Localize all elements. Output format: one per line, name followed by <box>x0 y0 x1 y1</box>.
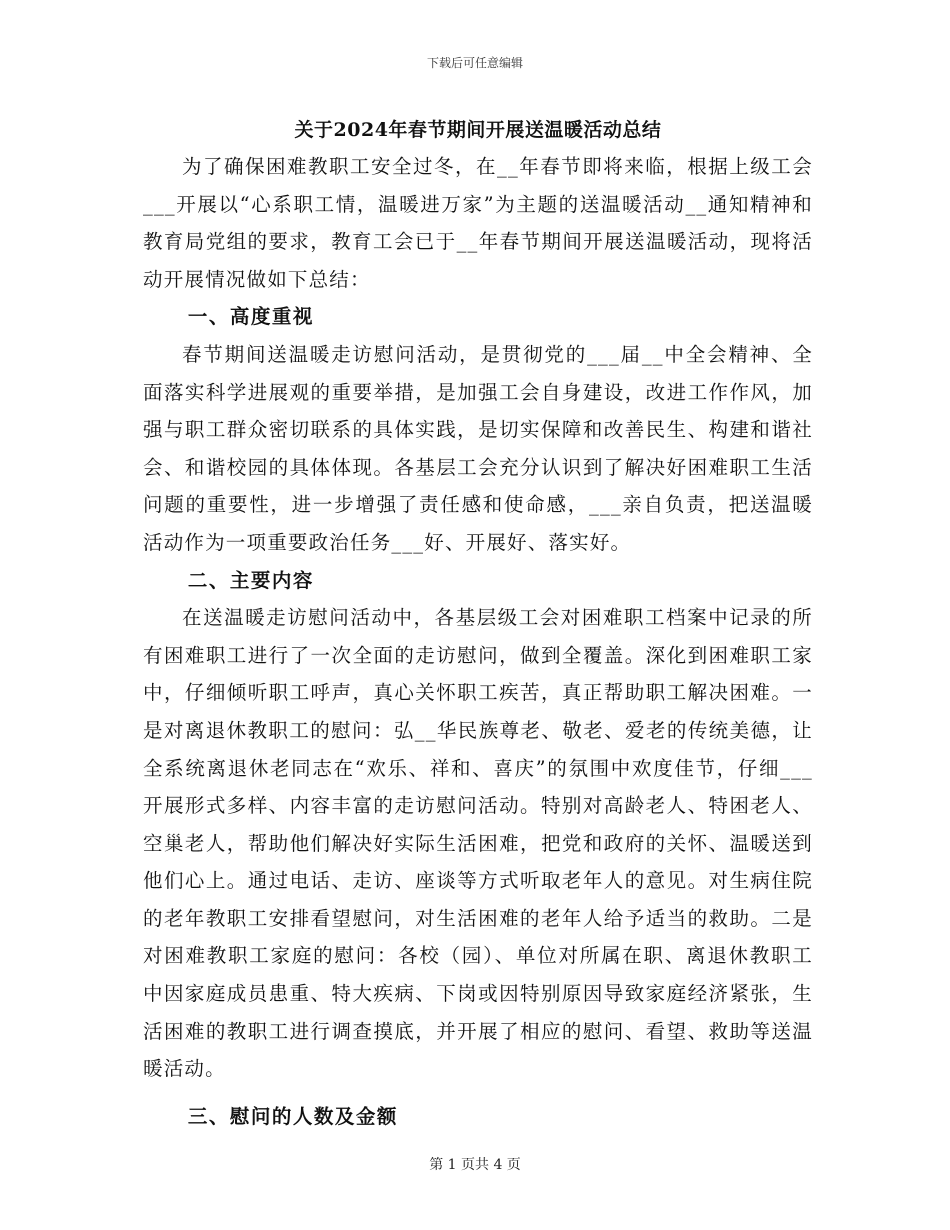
page-number: 第 1 页共 4 页 <box>429 1157 521 1173</box>
section-heading-3: 三、慰问的人数及金额 <box>187 1104 398 1128</box>
intro-paragraph: 为了确保困难教职工安全过冬，在__年春节即将来临，根据上级工会___开展以“心系职工情，温暖进万家”为主题的送温暖活动__通知精神和教育局党组的要求，教育工会已于__年春节期间开展送温暖活动，现将活动开展情况做如下总结： <box>143 155 813 291</box>
document-title: 关于2024年春节期间开展送温暖活动总结 <box>294 119 662 141</box>
document-body <box>143 112 813 1135</box>
section-body-1: 春节期间送温暖走访慰问活动，是贯彻党的___届__中全会精神、全面落实科学进展观的重要举措，是加强工会自身建设，改进工作作风，加强与职工群众密切联系的具体实践，是切实保障和改善民生、构建和谐社会、和谐校园的具体体现。各基层工会充分认识到了解决好困难职工生活问题的重要性，进一步增强了责任感和使命感，___亲自负责，把送温暖活动作为一项重要政治任务___好、开展好、落实好。 <box>143 342 813 554</box>
section-heading-1: 一、高度重视 <box>187 305 314 329</box>
section-body-2: 在送温暖走访慰问活动中，各基层级工会对困难职工档案中记录的所有困难职工进行了一次全面的走访慰问，做到全覆盖。深化到困难职工家中，仔细倾听职工呼声，真心关怀职工疾苦，真正帮助职工解决困难。一是对离退休教职工的慰问：弘__华民族尊老、敬老、爱老的传统美德，让全系统离退休老同志在“欢乐、祥和、喜庆”的氛围中欢度佳节，仔细___开展形式多样、内容丰富的走访慰问活动。特别对高龄老人、特困老人、空巢老人，帮助他们解决好实际生活困难，把党和政府的关怀、温暖送到他们心上。通过电话、走访、座谈等方式听取老年人的意见。对生病住院的老年教职工安排看望慰问，对生活困难的老年人给予适当的救助。二是对困难教职工家庭的慰问：各校（园）、单位对所属在职、离退休教职工中因家庭成员患重、特大疾病、下岗或因特别原因导致家庭经济紧张，生活困难的教职工进行调查摸底，并开展了相应的慰问、看望、救助等送温暖活动。 <box>143 606 813 1081</box>
section-heading-2: 二、主要内容 <box>187 568 314 592</box>
header-note: 下载后可任意编辑 <box>426 56 523 70</box>
